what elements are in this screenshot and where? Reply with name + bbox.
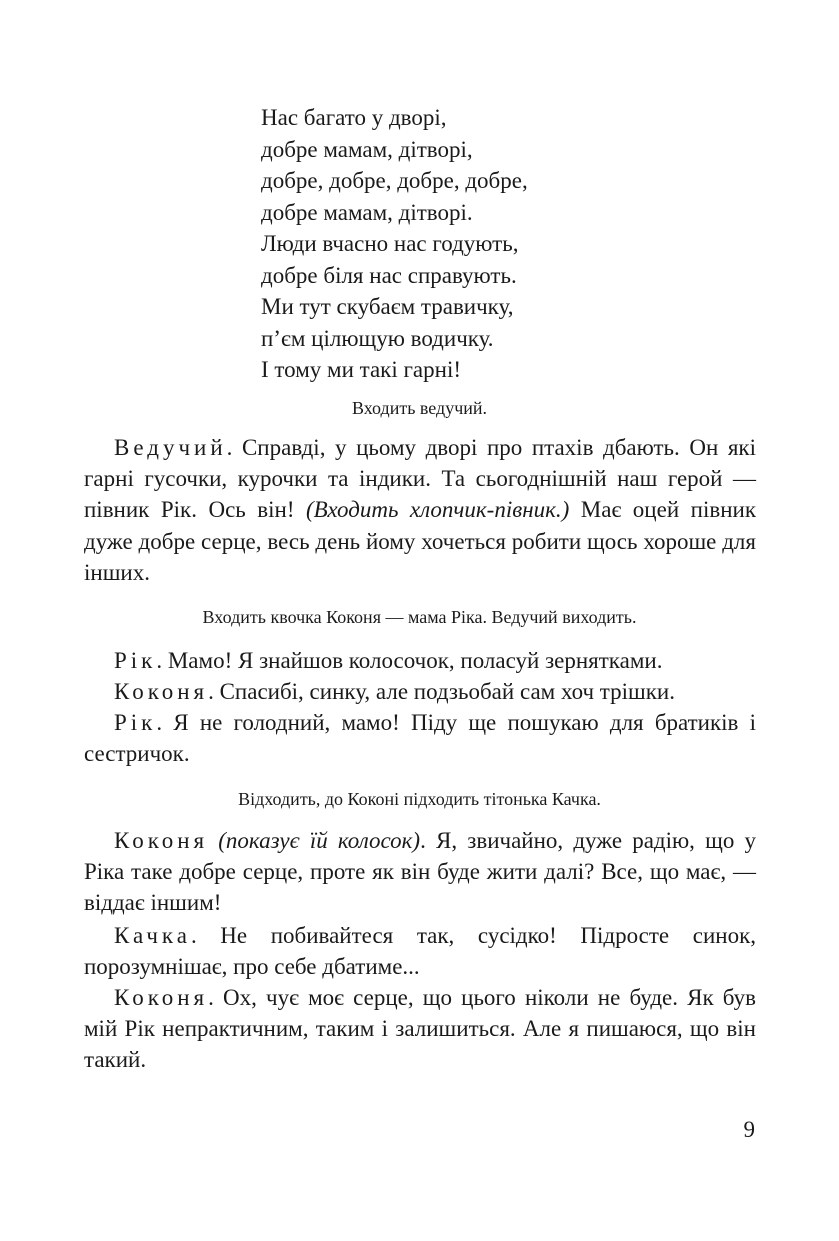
poem-line: Люди вчасно нас годують,: [261, 231, 519, 256]
stage-direction: Входить ведучий.: [351, 398, 488, 418]
dialogue-text: Має оцей півник дуже добре серце, весь день йому хочеться робити щось хороше для інших.: [84, 497, 756, 585]
poem-line: Ми тут скубаєм травичку,: [261, 294, 514, 319]
poem-block: [261, 102, 528, 386]
dialogue-text: . Я, звичайно, дуже радію, що у Ріка таке добре серце, проте як він буде жити далі? Все, що має, — віддає іншим!: [84, 828, 756, 916]
dialogue-text: . Мамо! Я знайшов колосочок, поласуй зернятками.: [156, 648, 663, 673]
speaker-name: Коконя: [114, 985, 209, 1010]
dialogue-paragraph: [84, 676, 756, 707]
speaker-name: Коконя: [114, 828, 209, 853]
poem-line: добре мамам, дітворі.: [261, 199, 473, 225]
dialogue-text: . Я не голодний, мамо! Піду ще пошукаю для братиків і сестричок.: [84, 710, 756, 767]
dialogue-paragraph: [84, 432, 756, 588]
poem-line: добре, добре, добре, добре,: [261, 168, 528, 193]
stage-remark: (показує їй колосок): [218, 828, 421, 853]
poem-line: добре мамам, дітворі,: [261, 136, 473, 162]
speaker-name: Коконя: [114, 679, 209, 704]
dialogue-paragraph: [84, 707, 756, 769]
poem-line: Нас багато у дворі,: [261, 105, 447, 130]
stage-direction: Відходить, до Коконі підходить тітонька Качка.: [238, 789, 601, 809]
dialogue-text: . Спасибі, синку, але подзьобай сам хоч трішки.: [208, 679, 675, 704]
dialogue-text: . Справді, у цьому дворі про птахів дбають. Он які гарні гусочки, курочки та індики. Та сьогоднішній наш герой — півник Рік. Ось він!: [84, 435, 756, 523]
speaker-name: Качка: [114, 923, 191, 948]
dialogue-text: . Ох, чує моє серце, що цього ніколи не буде. Як був мій Рік непрактичним, таким і залишиться. Але я пишаюся, що він такий.: [84, 985, 756, 1073]
page-number: 9: [743, 1117, 755, 1142]
stage-remark: (Входить хлопчик-півник.): [305, 497, 570, 523]
dialogue-paragraph: [84, 920, 756, 982]
dialogue-paragraph: [84, 982, 756, 1076]
stage-direction: Входить квочка Коконя — мама Ріка. Ведучий виходить.: [202, 607, 637, 627]
dialogue-paragraph: [84, 645, 756, 676]
dialogue-text: . Не побивайтеся так, сусідко! Підросте синок, порозумнішає, про себе дбатиме...: [84, 923, 756, 980]
poem-line: І тому ми такі гарні!: [261, 357, 461, 382]
poem-line: п’єм цілющую водичку.: [261, 325, 494, 351]
speaker-name: Рік: [114, 710, 157, 735]
dialogue-paragraph: [84, 825, 756, 919]
speaker-name: Рік: [114, 648, 157, 673]
speaker-name: Ведучий: [114, 435, 227, 460]
poem-line: добре біля нас справують.: [261, 262, 517, 288]
